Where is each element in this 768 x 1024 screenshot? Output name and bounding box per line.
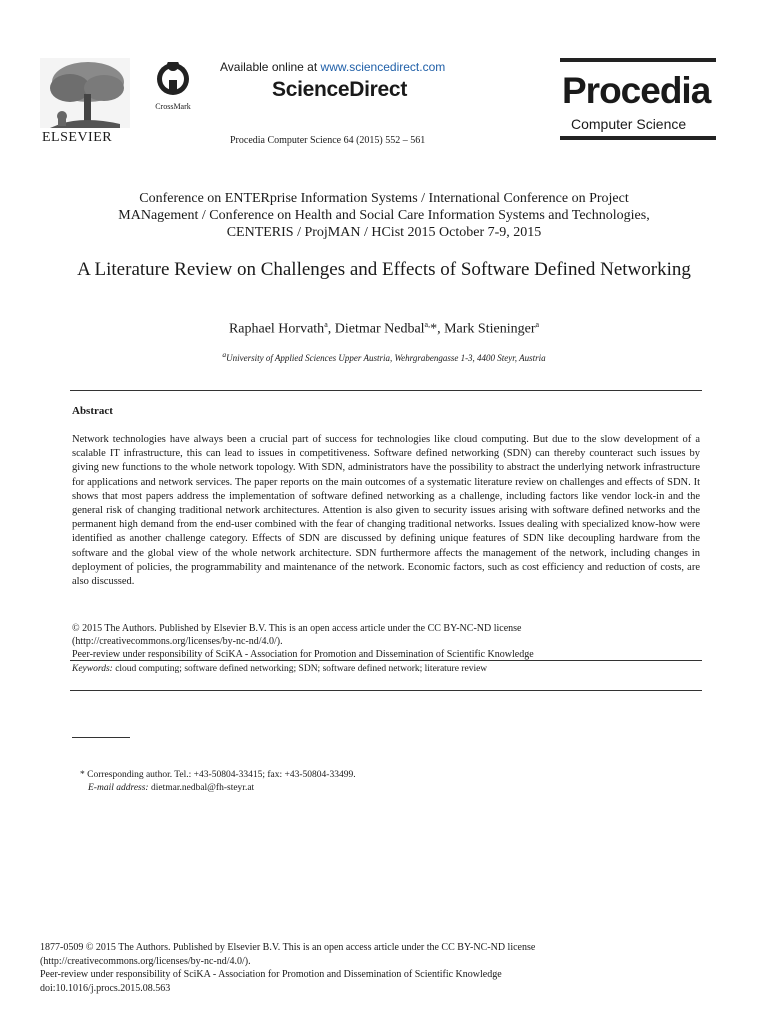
conference-line-2: MANagement / Conference on Health and Social Care Information Systems and Technologies, bbox=[118, 208, 650, 223]
corresponding-mark: * bbox=[430, 321, 438, 337]
affiliation-text: University of Applied Sciences Upper Austria, Wehrgrabengasse 1-3, 4400 Steyr, Austria bbox=[226, 353, 546, 363]
author-affiliation-mark: a, bbox=[424, 320, 431, 329]
sciencedirect-wordmark: ScienceDirect bbox=[272, 78, 408, 101]
author-name: Mark Stieninger bbox=[444, 321, 536, 337]
corresponding-author: * Corresponding author. Tel.: +43-50804-33415; fax: +43-50804-33499. bbox=[80, 770, 356, 780]
keywords-top-rule bbox=[70, 660, 702, 661]
abstract-heading: Abstract bbox=[72, 405, 113, 417]
footnote-rule bbox=[72, 737, 130, 738]
copyright-line-1: © 2015 The Authors. Published by Elsevier B.V. This is an open access article under the CC BY-NC-ND license bbox=[72, 623, 522, 634]
copyright-line-3: Peer-review under responsibility of SciKA - Association for Promotion and Dissemination of Scientific Knowledge bbox=[72, 649, 534, 660]
affiliation bbox=[40, 350, 728, 363]
crossmark-icon bbox=[156, 62, 190, 96]
author-affiliation-mark: a bbox=[535, 320, 540, 329]
footer-license-link[interactable]: (http://creativecommons.org/licenses/by-nc-nd/4.0/). bbox=[40, 955, 251, 967]
affiliation-mark: a bbox=[222, 350, 227, 359]
conference-line-1: Conference on ENTERprise Information Systems / International Conference on Project bbox=[139, 191, 629, 206]
footer-doi[interactable]: doi:10.1016/j.procs.2015.08.563 bbox=[40, 982, 171, 994]
procedia-subtitle: Computer Science bbox=[571, 116, 687, 132]
sciencedirect-link[interactable]: www.sciencedirect.com bbox=[320, 60, 446, 74]
abstract-bottom-rule bbox=[70, 690, 702, 691]
crossmark-label: CrossMark bbox=[155, 102, 191, 111]
page-footer bbox=[40, 941, 730, 995]
publisher-name: ELSEVIER bbox=[42, 130, 113, 145]
available-online bbox=[220, 60, 445, 74]
procedia-logo bbox=[560, 58, 716, 140]
copyright-license-link[interactable]: (http://creativecommons.org/licenses/by-nc-nd/4.0/). bbox=[72, 636, 283, 647]
keywords-list: cloud computing; software defined networking; SDN; software defined network; literature review bbox=[112, 664, 488, 674]
crossmark-badge[interactable] bbox=[150, 62, 196, 111]
email-label: E-mail address: bbox=[88, 783, 149, 793]
author-separator: , bbox=[437, 321, 445, 337]
conference-info bbox=[60, 190, 708, 241]
keywords-label: Keywords: bbox=[72, 664, 113, 674]
email-value[interactable]: dietmar.nedbal@fh-steyr.at bbox=[148, 783, 255, 793]
journal-reference: Procedia Computer Science 64 (2015) 552 – 561 bbox=[230, 135, 426, 146]
procedia-bottom-rule bbox=[560, 136, 716, 140]
keywords bbox=[72, 664, 700, 674]
footer-line-1: 1877-0509 © 2015 The Authors. Published by Elsevier B.V. This is an open access article under the CC BY-NC-ND license bbox=[40, 942, 536, 953]
email-address bbox=[88, 783, 254, 793]
conference-line-3: CENTERIS / ProjMAN / HCist 2015 October 7-9, 2015 bbox=[226, 225, 542, 240]
procedia-top-rule bbox=[560, 58, 716, 62]
procedia-wordmark: Procedia bbox=[562, 70, 711, 111]
footer-line-3: Peer-review under responsibility of SciKA - Association for Promotion and Dissemination of Scientific Knowledge bbox=[40, 969, 502, 980]
abstract-top-rule bbox=[70, 390, 702, 391]
author-name: Raphael Horvath bbox=[228, 321, 325, 337]
paper-title: A Literature Review on Challenges and Effects of Software Defined Networking bbox=[77, 259, 691, 280]
abstract-text: Network technologies have always been a crucial part of success for technologies like cloud computing. But due to the slow development of a scalable IT infrastructure, this can lead to issues in competitiveness. Software defined networking (SDN) can thereby counteract such issues by giving new functions to the whole network topology. With SDN, administrators have the possibility to abstract the underlying network infrastructure for applications and network services. The paper reports on the main outcomes of a systematic literature review on challenges and effects of SDN. It shows that most papers address the implementation of software defined networking as a challenge, including factors like vendor lock-in and the general risk of changing traditional network architectures. Attention is also given to security issues arising with software defined networks and the permanent high demand from the end-user combined with the fear of changing traditional networks. Issues dealing with specialized know-how were identified as another challenge category. Effects of SDN are discussed by defining unique features of SDN like decoupling hardware from the software and the global view of the whole network architecture. SDN furthermore affects the management of the network, including changes in deployment of policies, the programmability and maintenance of the network. Economic factors, such as cost efficiency and reduction of costs, are also discussed. bbox=[72, 434, 700, 588]
author-separator: , bbox=[327, 321, 335, 337]
author-name: Dietmar Nedbal bbox=[334, 321, 425, 337]
available-prefix: Available online at bbox=[220, 60, 321, 74]
copyright-notice bbox=[72, 622, 700, 661]
author-list bbox=[40, 320, 728, 338]
author-affiliation-mark: a bbox=[324, 320, 328, 329]
